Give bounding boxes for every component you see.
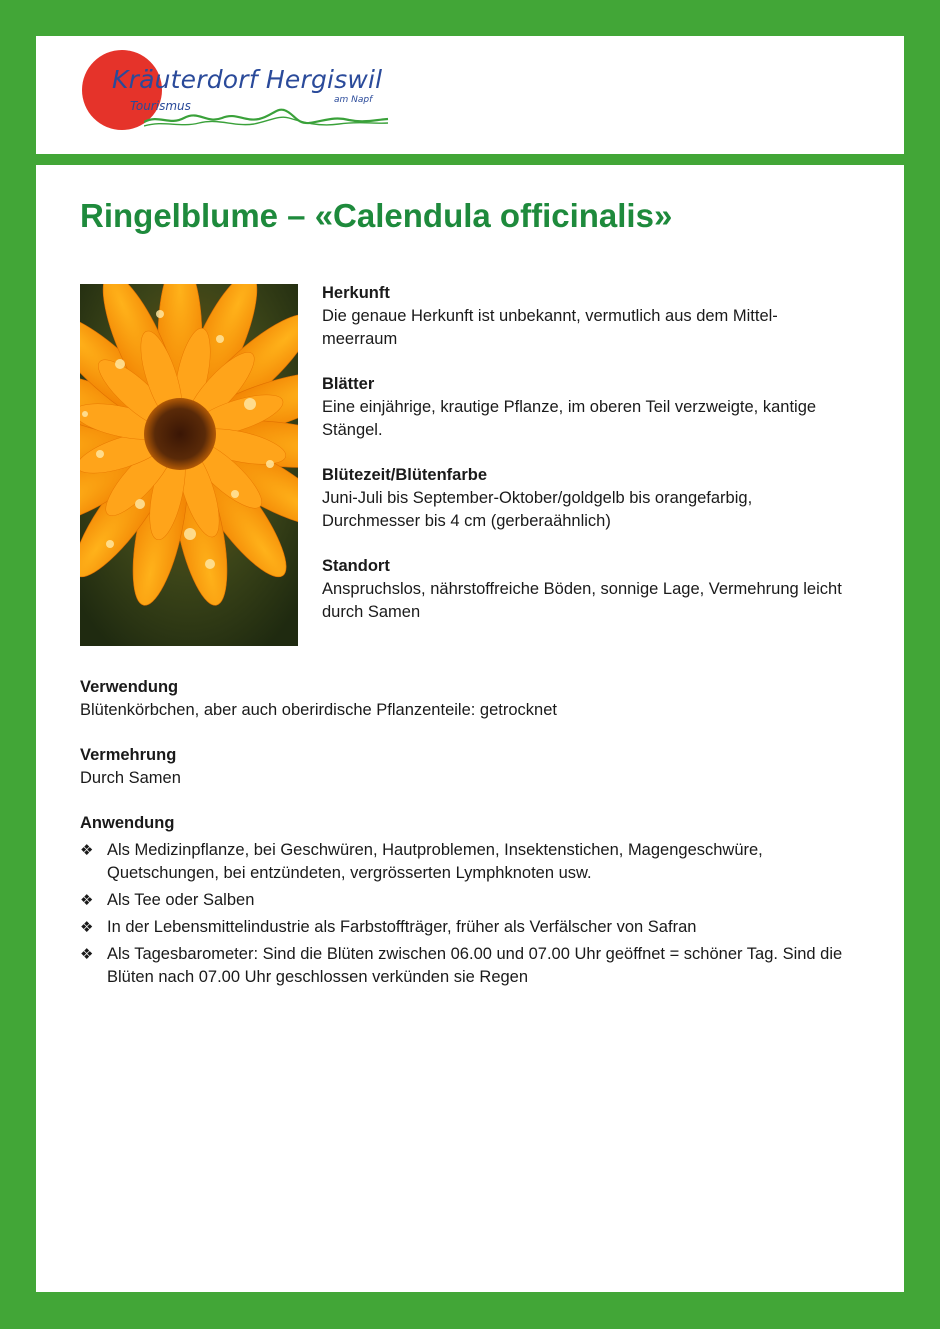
location-heading: Standort xyxy=(322,557,390,575)
logo-hills-icon xyxy=(144,106,389,130)
location-section xyxy=(322,555,852,624)
list-item-text: Als Tee oder Salben xyxy=(107,891,255,909)
list-item-text: In der Lebensmittelindustrie als Farbstoffträger, früher als Verfälscher von Safran xyxy=(107,918,697,936)
logo-title: Kräuterdorf Hergiswil xyxy=(112,65,383,94)
bloom-section xyxy=(322,464,852,533)
main-panel xyxy=(36,165,904,1292)
list-item xyxy=(80,943,850,989)
lower-content xyxy=(80,676,850,1011)
list-item xyxy=(80,889,850,912)
application-section xyxy=(80,812,850,989)
origin-heading: Herkunft xyxy=(322,284,390,302)
origin-section xyxy=(322,282,852,351)
diamond-bullet-icon: ❖ xyxy=(80,891,94,909)
list-item-text: Als Medizinpflanze, bei Geschwüren, Hautproblemen, Insektenstichen, Magengeschwüre, Quetschungen, bei entzündeten, vergrösserten Lymphknoten usw. xyxy=(107,841,763,882)
header-panel xyxy=(36,36,904,154)
page-title: Ringelblume – «Calendula officinalis» xyxy=(80,197,673,234)
info-column xyxy=(322,282,852,646)
logo-location: am Napf xyxy=(334,95,373,105)
bloom-text: Juni-Juli bis September-Oktober/goldgelb bis orangefarbig, Durchmesser bis 4 cm (gerberaähnlich) xyxy=(322,489,753,530)
location-text: Anspruchslos, nährstoffreiche Böden, sonnige Lage, Vermehrung leicht durch Samen xyxy=(322,580,842,621)
leaves-section xyxy=(322,373,852,442)
logo[interactable] xyxy=(80,48,400,138)
usage-section xyxy=(80,676,850,722)
list-item xyxy=(80,839,850,885)
propagation-section xyxy=(80,744,850,790)
origin-text: Die genaue Herkunft ist unbekannt, vermutlich aus dem Mittel-meerraum xyxy=(322,307,778,348)
list-item xyxy=(80,916,850,939)
bloom-heading: Blütezeit/Blütenfarbe xyxy=(322,466,488,484)
calendula-flower-photo xyxy=(80,284,298,646)
diamond-bullet-icon: ❖ xyxy=(80,918,94,936)
propagation-heading: Vermehrung xyxy=(80,746,177,764)
usage-heading: Verwendung xyxy=(80,678,179,696)
usage-text: Blütenkörbchen, aber auch oberirdische Pflanzenteile: getrocknet xyxy=(80,701,557,719)
diamond-bullet-icon: ❖ xyxy=(80,841,94,859)
leaves-heading: Blätter xyxy=(322,375,375,393)
logo-subtitle: Tourismus xyxy=(130,99,191,113)
propagation-text: Durch Samen xyxy=(80,769,181,787)
application-list xyxy=(80,839,850,989)
diamond-bullet-icon: ❖ xyxy=(80,945,94,963)
application-heading: Anwendung xyxy=(80,814,175,832)
leaves-text: Eine einjährige, krautige Pflanze, im oberen Teil verzweigte, kantige Stängel. xyxy=(322,398,817,439)
list-item-text: Als Tagesbarometer: Sind die Blüten zwischen 06.00 und 07.00 Uhr geöffnet = schöner Tag. Sind die Blüten nach 07.00 Uhr geschlossen verkünden sie Regen xyxy=(107,945,843,986)
